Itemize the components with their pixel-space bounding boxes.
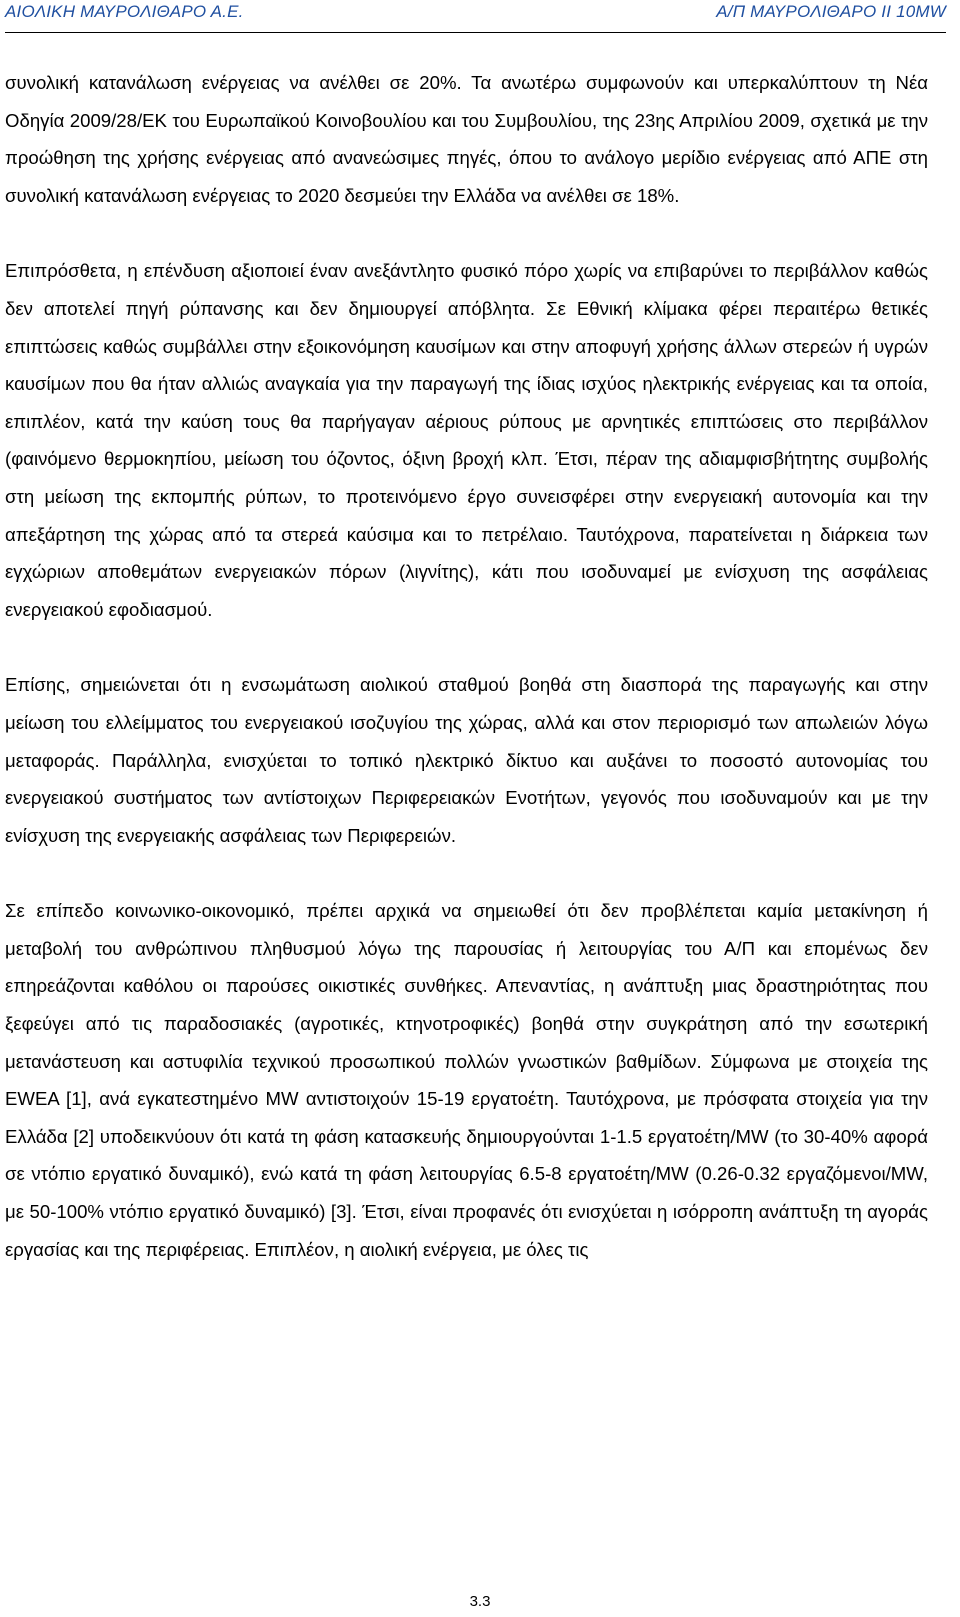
document-body [5, 64, 928, 1306]
paragraph-renewable-targets: συνολική κατανάλωση ενέργειας να ανέλθει σε 20%. Τα ανωτέρω συμφωνούν και υπερκαλύπτουν τη Νέα Οδηγία 2009/28/ΕΚ του Ευρωπαϊκού Κοινοβουλίου και του Συμβουλίου, της 23ης Απριλίου 2009, σχετικά με την προώθηση της χρήσης ενέργειας από ανανεώσιμες πηγές, όπου το ανάλογο μερίδιο ενέργειας από ΑΠΕ στη συνολική κατανάλωση ενέργειας το 2020 δεσμεύει την Ελλάδα να ανέλθει σε 18%. [5, 72, 928, 206]
header-company-name: ΑΙΟΛΙΚΗ ΜΑΥΡΟΛΙΘΑΡΟ Α.Ε. [5, 2, 244, 21]
paragraph-grid-benefits: Επίσης, σημειώνεται ότι η ενσωμάτωση αιολικού σταθμού βοηθά στη διασπορά της παραγωγής και στην μείωση του ελλείμματος του ενεργειακού ισοζυγίου της χώρας, αλλά και στον περιορισμό των απωλειών λόγω μεταφοράς. Παράλληλα, ενισχύεται το τοπικό ηλεκτρικό δίκτυο και αυξάνει το ποσοστό αυτονομίας του ενεργειακού συστήματος των αντίστοιχων Περιφερειακών Ενοτήτων, γεγονός που ισοδυναμούν και με την ενίσχυση της ενεργειακής ασφάλειας των Περιφερειών. [5, 674, 928, 846]
header-project-name: Α/Π ΜΑΥΡΟΛΙΘΑΡΟ ΙΙ 10MW [716, 2, 946, 21]
paragraph-environmental-benefits: Επιπρόσθετα, η επένδυση αξιοποιεί έναν ανεξάντλητο φυσικό πόρο χωρίς να επιβαρύνει το περιβάλλον καθώς δεν αποτελεί πηγή ρύπανσης και δεν δημιουργεί απόβλητα. Σε Εθνική κλίμακα φέρει περαιτέρω θετικές επιπτώσεις καθώς συμβάλλει στην εξοικονόμηση καυσίμων και στην αποφυγή χρήσης άλλων στερεών ή υγρών καυσίμων που θα ήταν αλλιώς αναγκαία για την παραγωγή της ίδιας ισχύος ηλεκτρικής ενέργειας και τα οποία, επιπλέον, κατά την καύση τους θα παρήγαγαν αέριους ρύπους με αρνητικές επιπτώσεις στο περιβάλλον (φαινόμενο θερμοκηπίου, μείωση του όζοντος, όξινη βροχή κλπ. Έτσι, πέραν της αδιαμφισβήτητης συμβολής στη μείωση της εκπομπής ρύπων, το προτεινόμενο έργο συνεισφέρει στην ενεργειακή αυτονομία και την απεξάρτηση της χώρας από τα στερεά καύσιμα και το πετρέλαιο. Ταυτόχρονα, παρατείνεται η διάρκεια των εγχώριων αποθεμάτων ενεργειακών πόρων (λιγνίτης), κάτι που ισοδυναμεί με ενίσχυση της ασφάλειας ενεργειακού εφοδιασμού. [5, 260, 928, 620]
paragraph-socioeconomic: Σε επίπεδο κοινωνικο-οικονομικό, πρέπει αρχικά να σημειωθεί ότι δεν προβλέπεται καμία μετακίνηση ή μεταβολή του ανθρώπινου πληθυσμού λόγω της παρουσίας ή λειτουργίας του Α/Π και επομένως δεν επηρεάζονται καθόλου οι παρούσες οικιστικές συνθήκες. Απεναντίας, η ανάπτυξη μιας δραστηριότητας που ξεφεύγει από τις παραδοσιακές (αγροτικές, κτηνοτροφικές) βοηθά στην συγκράτηση από την εσωτερική μετανάστευση και αστυφιλία τεχνικού προσωπικού πολλών γνωστικών βαθμίδων. Σύμφωνα με στοιχεία της EWEA [1], ανά εγκατεστημένο MW αντιστοιχούν 15-19 εργατοέτη. Ταυτόχρονα, με πρόσφατα στοιχεία για την Ελλάδα [2] υποδεικνύουν ότι κατά τη φάση κατασκευής δημιουργούνται 1-1.5 εργατοέτη/MW (το 30-40% αφορά σε ντόπιο εργατικό δυναμικό), ενώ κατά τη φάση λειτουργίας 6.5-8 εργατοέτη/MW (0.26-0.32 εργαζόμενοι/MW, με 50-100% ντόπιο εργατικό δυναμικό) [3]. Έτσι, είναι προφανές ότι ενισχύεται η ισόρροπη ανάπτυξη τη αγοράς εργασίας και της περιφέρειας. Επιπλέον, η αιολική ενέργεια, με όλες τις [5, 900, 928, 1260]
page-header [5, 2, 946, 33]
page-number: 3.3 [469, 1593, 491, 1610]
